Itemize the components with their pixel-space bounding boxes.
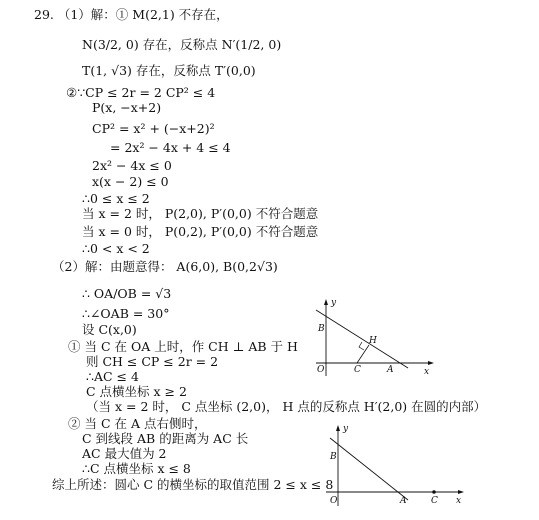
line-ab [330, 438, 408, 500]
line-17: 设 C(x,0) [82, 322, 137, 337]
segment-ch [357, 345, 369, 363]
line-6: CP² = x² + (−x+2)² [92, 121, 215, 136]
label-c: C [354, 365, 361, 375]
coordinate-diagram-1 [310, 296, 438, 380]
line-18: ① 当 C 在 OA 上时，作 CH ⊥ AB 于 H [68, 339, 298, 354]
line-27: 综上所述：圆心 C 的横坐标的取值范围 2 ≤ x ≤ 8 [52, 477, 334, 492]
line-26: ∴C 点横坐标 x ≤ 8 [82, 461, 191, 476]
y-axis-arrow [324, 299, 328, 305]
line-2: N(3/2, 0) 存在，反称点 N′(1/2, 0) [82, 37, 282, 52]
line-21: C 点横坐标 x ≥ 2 [86, 384, 187, 399]
line-10: ∴0 ≤ x ≤ 2 [82, 191, 150, 206]
line-9: x(x − 2) ≤ 0 [92, 174, 169, 189]
label-a: A [387, 365, 394, 375]
line-25: AC 最大值为 2 [82, 446, 167, 461]
line-24: C 到线段 AB 的距离为 AC 长 [82, 431, 249, 446]
line-15: ∴ OA/OB = √3 [82, 286, 172, 301]
label-x: x [424, 367, 430, 377]
label-b: B [318, 324, 325, 334]
line-19: 则 CH ≤ CP ≤ 2r = 2 [86, 354, 219, 369]
label-a: A [400, 496, 407, 506]
line-1: 29. （1）解：① M(2,1) 不存在， [34, 7, 229, 22]
line-4: ②∵CP ≤ 2r = 2 CP² ≤ 4 [66, 85, 216, 100]
coordinate-diagram-2 [322, 422, 468, 508]
label-y: y [343, 424, 349, 434]
line-20: ∴AC ≤ 4 [86, 369, 139, 384]
line-13: ∴0 < x < 2 [82, 241, 150, 256]
x-axis-arrow [428, 361, 434, 365]
point-c [432, 490, 436, 494]
line-16: ∴∠OAB = 30° [82, 306, 170, 321]
line-ab [316, 310, 408, 368]
label-o: O [330, 496, 338, 506]
label-h: H [369, 336, 377, 346]
label-y: y [331, 298, 337, 308]
x-axis-arrow [458, 490, 464, 494]
y-axis-arrow [336, 425, 340, 431]
right-angle-mark [359, 342, 364, 350]
line-22: （当 x = 2 时， C 点坐标 (2,0)， H 点的反称点 H′(2,0) 在圆的内部） [86, 399, 487, 414]
line-14: （2）解：由题意得： A(6,0), B(0,2√3) [52, 259, 278, 274]
line-7: = 2x² − 4x + 4 ≤ 4 [110, 140, 231, 155]
line-5: P(x, −x+2) [92, 100, 162, 115]
label-b: B [330, 452, 337, 462]
label-c: C [431, 496, 438, 506]
line-8: 2x² − 4x ≤ 0 [92, 158, 172, 173]
label-x: x [456, 496, 462, 506]
line-23: ② 当 C 在 A 点右侧时， [68, 416, 207, 431]
line-11: 当 x = 2 时， P(2,0), P′(0,0) 不符合题意 [82, 206, 319, 221]
line-3: T(1, √3) 存在，反称点 T′(0,0) [82, 63, 256, 78]
label-o: O [317, 365, 325, 375]
line-12: 当 x = 0 时， P(0,2), P′(0,0) 不符合题意 [82, 224, 319, 239]
